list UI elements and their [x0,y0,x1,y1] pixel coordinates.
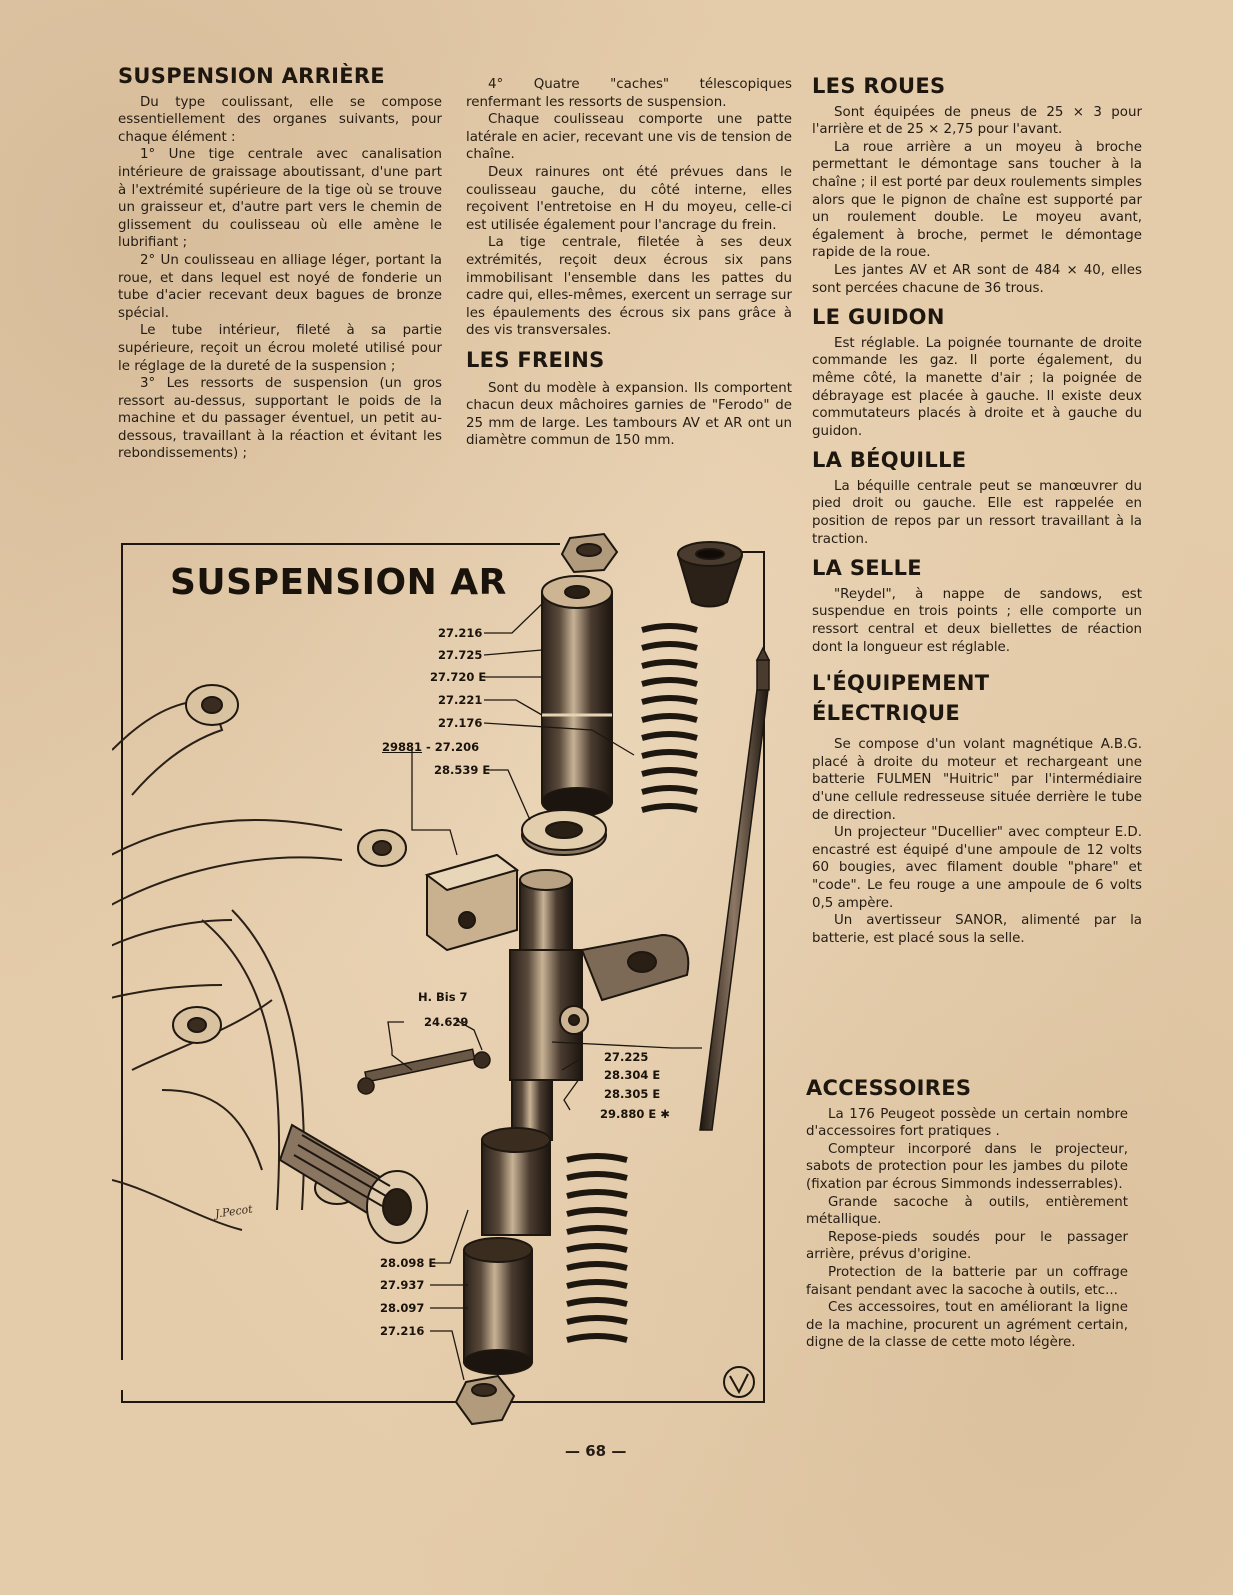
paragraph: Deux rainures ont été prévues dans le coulisseau gauche, du côté interne, elles reçoivent l'entretoise en H du moyeu, celle-ci est utilisée également pour l'ancrage du frein. [466,164,792,233]
part-ref-label: 29.880 E ✱ [600,1107,670,1121]
lion-logo-icon [724,1367,754,1397]
paragraph: Repose-pieds soudés pour le passager arrière, prévus d'origine. [806,1229,1128,1263]
exploded-view-figure [112,530,792,1450]
paragraph: Le tube intérieur, fileté à sa partie supérieure, reçoit un écrou moleté utilisé pour le réglage de la dureté de la suspension ; [118,323,442,374]
column-right [812,74,1142,947]
part-ref-label: 27.937 [380,1278,425,1292]
title-line-2: ÉLECTRIQUE [812,701,961,726]
paragraph: Les jantes AV et AR sont de 484 × 40, elles sont percées chacune de 36 trous. [812,262,1142,296]
knurled-adjusting-ring [522,810,606,855]
part-ref-underlined: 29881 [382,740,423,754]
central-threaded-rod [700,648,769,1130]
slider-body [510,870,688,1140]
part-ref-label [382,740,479,754]
part-ref-label: 28.098 E [380,1256,437,1270]
illustrator-signature: J.Pecot [214,1202,254,1221]
part-ref-label: 28.305 E [604,1087,661,1101]
paragraph: La béquille centrale peut se manœuvrer du pied droit ou gauche. Elle est rappelée en position de repos par un ressort travaillant à la traction. [812,478,1142,547]
paragraph: Chaque coulisseau comporte une patte latérale en acier, recevant une vis de tension de chaîne. [466,112,792,163]
paragraph: "Reydel", à nappe de sandows, est suspendue en trois points ; elle comporte un ressort central et deux biellettes de réaction dont la longueur est réglable. [812,586,1142,655]
section-title-accessoires: ACCESSOIRES [806,1076,972,1100]
h-spacer-block [427,855,517,950]
paragraph: 4° Quatre "caches" télescopiques renfermant les ressorts de suspension. [466,77,792,110]
paragraph: Se compose d'un volant magnétique A.B.G. placé à droite du moteur et rechargeant une batterie FULMEN "Huitric" par l'intermédiaire d'une cellule redresseuse située derrière le tube de direction. [812,737,1142,823]
column-suspension-arriere [118,64,442,463]
paragraph: 2° Un coulisseau en alliage léger, portant la roue, et dans lequel est noyé de fonderie un tube d'acier recevant deux bagues de bronze spécial. [118,252,442,321]
part-ref-label: 27.216 [380,1324,425,1338]
upper-cover-cylinder [542,576,612,816]
part-ref-label: 27.225 [604,1050,649,1064]
part-ref-label: 27.176 [438,716,483,730]
section-title-les-freins: LES FREINS [466,347,605,372]
upper-spring [642,626,697,810]
page-number: — 68 — [565,1442,627,1460]
part-ref-label: 27.720 E [430,670,487,684]
section-title-les-roues: LES ROUES [812,74,946,98]
title-line-1: L'ÉQUIPEMENT [812,671,990,696]
section-title-la-selle: LA SELLE [812,556,922,581]
paragraph: La roue arrière a un moyeu à broche permettant le démontage sans toucher à la chaîne ; il est porté par deux roulements simples alors que le pignon de chaîne est supporté par un roulement double. Le moyeu avant, également à broche, permet le démontage rapide de la roue. [812,139,1142,261]
part-ref-label: 27.221 [438,693,483,707]
part-ref-label: 27.216 [438,626,483,640]
section-title-equipement-electrique [812,668,1142,728]
screw-24629 [358,1049,490,1094]
lower-spring [567,1156,627,1340]
paragraph: Est réglable. La poignée tournante de droite commande les gaz. Il porte également, du même côté, la manette d'air ; la poignée de débrayage est placée à gauche. Il existe deux commutateurs placés à droite et à gauche du guidon. [812,335,1142,439]
figure-title: SUSPENSION AR [170,562,507,603]
paragraph: Grande sacoche à outils, entièrement métallique. [806,1194,1128,1228]
column-middle [466,76,792,450]
paragraph: Compteur incorporé dans le projecteur, sabots de protection pour les jambes du pilote (fixation par écrous Simmonds indesserrables). [806,1141,1128,1192]
paragraph: Ces accessoires, tout en améliorant la ligne de la machine, procurent un agrément certain, digne de la classe de cette moto légère. [806,1300,1128,1351]
part-ref-label: 28.304 E [604,1068,661,1082]
column-accessoires [806,1076,1128,1352]
section-title-la-bequille: LA BÉQUILLE [812,448,967,473]
top-hex-nut [562,534,617,572]
paragraph: Du type coulissant, elle se compose essentiellement des organes suivants, pour chaque élément : [118,94,442,145]
part-ref-label: H. Bis 7 [418,990,468,1004]
part-ref-label: 27.725 [438,648,483,662]
part-ref-label: 24.629 [424,1015,469,1029]
section-title-le-guidon: LE GUIDON [812,305,945,330]
part-ref-label: 28.539 E [434,763,491,777]
part-ref-suffix: - 27.206 [422,740,480,754]
part-ref-label: 28.097 [380,1301,425,1315]
section-title-suspension-arriere: SUSPENSION ARRIÈRE [118,64,385,88]
paragraph: Un avertisseur SANOR, alimenté par la batterie, est placé sous la selle. [812,913,1142,946]
paragraph: Un projecteur "Ducellier" avec compteur E.D. encastré est équipé d'une ampoule de 12 volts 60 bougies, avec filament double "phare" et "code". Le feu rouge a une ampoule de 6 volts 0,5 ampère. [812,825,1142,911]
paragraph: Sont équipées de pneus de 25 × 3 pour l'arrière et de 25 × 2,75 pour l'avant. [812,104,1142,138]
lower-cover-cylinder [464,1128,550,1374]
paragraph: La tige centrale, filetée à ses deux extrémités, reçoit deux écrous six pans immobilisant l'ensemble dans les pattes du cadre qui, elles-mêmes, exercent un serrage sur les épaulements des écrous six pans grâce à des vis transversales. [466,235,792,339]
paragraph: 1° Une tige centrale avec canalisation intérieure de graissage aboutissant, d'une part à l'extrémité supérieure de la tige où se trouve un graisseur et, d'autre part vers le chemin de glissement du coulisseau où elle amène le lubrifiant ; [118,147,442,251]
paragraph: 3° Les ressorts de suspension (un gros ressort au-dessus, supportant le poids de la machine et du passager éventuel, un petit au-dessous, travaillant à la réaction et évitant les rebondissements) ; [118,376,442,462]
paragraph: Protection de la batterie par un coffrage faisant pendant avec la sacoche à outils, etc... [806,1264,1128,1298]
paragraph: La 176 Peugeot possède un certain nombre d'accessoires fort pratiques . [806,1106,1128,1140]
frame-clamps [173,685,406,1204]
bottom-hex-nut [456,1376,514,1424]
rubber-cap [678,542,742,607]
rubber-grip [280,1125,427,1243]
paragraph: Sont du modèle à expansion. Ils comportent chacun deux mâchoires garnies de "Ferodo" de 25 mm de large. Les tambours AV et AR ont un diamètre commun de 150 mm. [466,380,792,449]
